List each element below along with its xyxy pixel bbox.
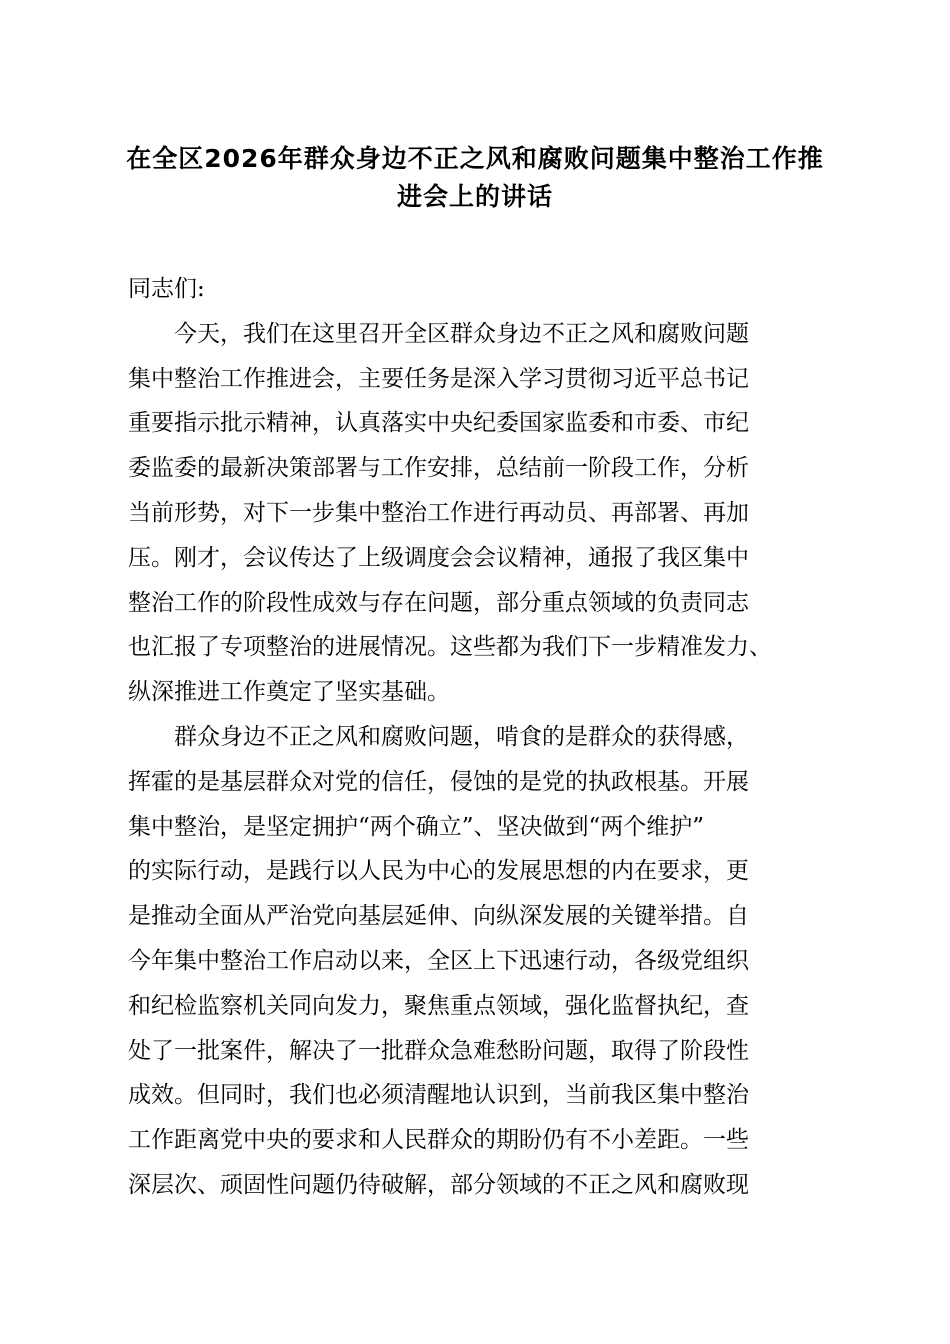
paragraph-1-line-7: 整治工作的阶段性成效与存在问题，部分重点领域的负责同志 [128,589,749,616]
paragraph-2-line-7: 和纪检监察机关同向发力，聚焦重点领域，强化监督执纪，查 [128,992,749,1019]
paragraph-2-line-11: 深层次、顽固性问题仍待破解，部分领域的不正之风和腐败现 [128,1171,749,1198]
paragraph-1-line-3: 重要指示批示精神，认真落实中央纪委国家监委和市委、市纪 [128,410,749,437]
paragraph-2-line-9: 成效。但同时，我们也必须清醒地认识到，当前我区集中整治 [128,1082,749,1109]
document-title [0,140,950,216]
paragraph-2-line-3: 集中整治，是坚定拥护“两个确立”、坚决做到“两个维护” [128,813,705,840]
paragraph-2-line-8: 处了一批案件，解决了一批群众急难愁盼问题，取得了阶段性 [128,1037,749,1064]
paragraph-1-line-9: 纵深推进工作奠定了坚实基础。 [128,679,450,706]
paragraph-1-line-2: 集中整治工作推进会，主要任务是深入学习贯彻习近平总书记 [128,365,749,392]
paragraph-1-line-5: 当前形势，对下一步集中整治工作进行再动员、再部署、再加 [128,499,749,526]
title-line-1: 在全区2026年群众身边不正之风和腐败问题集中整治工作推 [126,144,824,173]
document-body [128,267,828,1208]
paragraph-2-line-2: 挥霍的是基层群众对党的信任，侵蚀的是党的执政根基。开展 [128,768,749,795]
paragraph-2-line-5: 是推动全面从严治党向基层延伸、向纵深发展的关键举措。自 [128,903,749,930]
paragraph-1-line-4: 委监委的最新决策部署与工作安排，总结前一阶段工作，分析 [128,455,749,482]
paragraph-1-line-1: 今天，我们在这里召开全区群众身边不正之风和腐败问题 [174,320,749,347]
salutation: 同志们: [128,276,205,302]
paragraph-2-line-4: 的实际行动，是践行以人民为中心的发展思想的内在要求，更 [128,858,749,885]
paragraph-1-line-8: 也汇报了专项整治的进展情况。这些都为我们下一步精准发力、 [128,634,772,661]
title-line-2: 进会上的讲话 [396,182,553,211]
paragraph-1-line-6: 压。刚才，会议传达了上级调度会会议精神，通报了我区集中 [128,544,749,571]
paragraph-2-line-10: 工作距离党中央的要求和人民群众的期盼仍有不小差距。一些 [128,1127,749,1154]
paragraph-2-line-6: 今年集中整治工作启动以来，全区上下迅速行动，各级党组织 [128,947,749,974]
paragraph-2-line-1: 群众身边不正之风和腐败问题，啃食的是群众的获得感， [174,723,749,750]
